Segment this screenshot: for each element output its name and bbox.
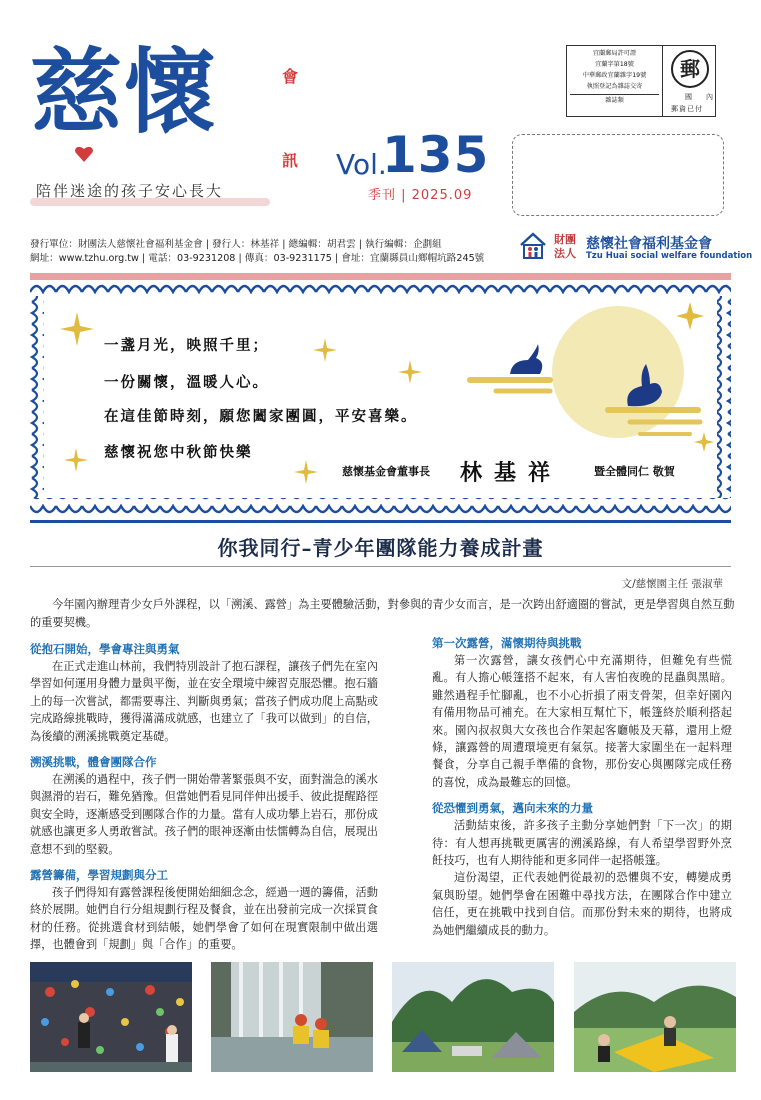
- house-people-icon: [518, 231, 548, 261]
- masthead-title: 慈懷: [30, 38, 219, 146]
- address-label-area: [512, 134, 724, 216]
- article-intro: 今年園內辦理青少女戶外課程，以「溯溪、露營」為主要體驗活動，對參與的青少女而言，是一次跨出舒適圈的嘗試，更是學習與自然互動的重要契機。: [30, 598, 735, 629]
- postal-domestic: 國 內: [685, 93, 713, 101]
- masthead-tagline: 陪伴迷途的孩子安心長大: [36, 182, 224, 200]
- river-tracing-photo: [211, 962, 373, 1072]
- greeting-line: 在這佳節時刻，願您闔家團圓，平安喜樂。: [104, 408, 418, 425]
- foundation-name: 慈懷社會福利基金會: [586, 236, 712, 252]
- section-body: 活動結束後，許多孩子主動分享她們對「下一次」的期待：有人想再挑戰更厲害的溯溪路線，有人希望學習野外烹飪技巧，也有人期待能和更多同伴一起搭帳篷。: [432, 819, 732, 868]
- article-title-rule: [30, 566, 731, 567]
- article-top-rule: [30, 520, 731, 523]
- masthead-hui-bottom: 訊: [282, 151, 299, 170]
- volume-label: Vol.: [336, 148, 387, 181]
- postal-line: 宜蘭郵局許可證: [592, 50, 637, 57]
- section-heading: 從抱石開始，學會專注與勇氣: [30, 642, 180, 656]
- postal-line: 執照登記為雜誌交寄: [586, 83, 643, 90]
- climbing-wall-photo: [30, 962, 192, 1072]
- signature-name: 林基祥: [460, 460, 563, 486]
- section-heading: 溯溪挑戰，體會團隊合作: [30, 755, 157, 770]
- tent-setup-photo: [574, 962, 736, 1072]
- section-heading: 從恐懼到勇氣，邁向未來的力量: [432, 801, 593, 816]
- postal-line: 宜蘭字第18號: [595, 61, 634, 68]
- mid-autumn-card: [30, 280, 731, 516]
- postal-permit-text: [567, 46, 663, 116]
- postal-stamp-icon: 郵: [671, 50, 709, 88]
- article-column-right: [432, 634, 732, 947]
- article-column-left: [30, 640, 378, 962]
- section-body: 這份渴望，正代表她們從最初的恐懼與不安，轉變成勇氣與盼望。她們學會在困難中尋找方法，在團隊合作中建立信任，更在挑戰中找到自信。而那份對未來的期待，也將成為她們繼續成長的動力。: [432, 871, 732, 937]
- section-body: 在溯溪的過程中，孩子們一開始帶著緊張與不安，面對湍急的溪水與濕滑的岩石，難免猶豫。但當她們看見同伴伸出援手、彼此提醒路徑與安全時，逐漸感受到團隊合作的力量。當有人成功攀上岩石，那份成就感也讓更多人勇敢嘗試。孩子們的眼神逐漸由怯懦轉為自信，展現出意想不到的堅毅。: [30, 773, 378, 856]
- foundation-name-en: Tzu Huai social welfare foundation: [586, 251, 753, 261]
- masthead-hui-top: 會: [282, 67, 299, 86]
- article-byline: 文/慈懷園主任 張淑華: [621, 578, 723, 590]
- section-body: 第一次露營，讓女孩們心中充滿期待，但難免有些慌亂。有人擔心帳篷搭不起來，有人害怕夜晚的昆蟲與黑暗。雖然過程手忙腳亂，也不小心折損了兩支骨架，但幸好園內有備用物品可補充。在大家相互幫忙下，帳篷終於順利搭起來。園內叔叔與大女孩也合作架起客廳帳及天幕，還用上燈條，讓露營的周遭環境更有氣氛。接著大家圍坐在一起料理餐食，分享自己親手準備的食物，那份安心與團隊完成任務的喜悅，成為最難忘的回憶。: [432, 654, 732, 789]
- greeting-line: 一盞月光，映照千里；: [104, 337, 269, 354]
- greeting-line: 一份關懷，溫暖人心。: [104, 374, 269, 391]
- issue-date: 季刊 | 2025.09: [368, 188, 473, 203]
- volume-number: 135: [382, 126, 490, 184]
- greeting-line: 慈懷祝您中秋節快樂: [104, 444, 253, 461]
- section-heading: 露營籌備，學習規劃與分工: [30, 868, 168, 883]
- postal-category: 雜誌類: [570, 94, 659, 106]
- signature-suffix: 暨全體同仁 敬賀: [594, 465, 675, 478]
- postal-line: 中華郵政宜蘭雜字19號: [582, 72, 647, 79]
- publisher-info: 發行單位：財團法人慈懷社會福利基金會 | 發行人：林基祥 | 總編輯：胡君雲 | 執行編輯：企劃組: [30, 239, 442, 250]
- photo-strip: [30, 962, 733, 1072]
- section-body: 在正式走進山林前，我們特別設計了抱石課程，讓孩子們先在室內學習如何運用身體力量與平衡，並在安全環境中練習克服恐懼。抱石牆上的每一次嘗試，都需要專注、判斷與勇氣；當孩子們成功爬上高點或完成路線挑戰時，獲得滿滿成就感，也建立了「我可以做到」的自信，為後續的溯溪挑戰奠定基礎。: [30, 660, 378, 743]
- header-divider: [30, 273, 731, 280]
- card-illustration: [30, 280, 731, 516]
- section-heading: 第一次露營，滿懷期待與挑戰: [432, 636, 582, 650]
- postal-permit-box: [566, 45, 716, 117]
- postal-paid: 郵資已付: [671, 105, 703, 113]
- camping-photo: [392, 962, 554, 1072]
- contact-info: 網址：www.tzhu.org.tw | 電話：03-9231208 | 傳真：03-9231175 | 會址：宜蘭縣員山鄉帽坑路245號: [30, 253, 485, 264]
- section-body: 孩子們得知有露營課程後便開始細細念念，經過一週的籌備，活動終於展開。她們自行分組規劃行程及餐食，並在出發前完成一次採買食材的任務。從挑選食材到結帳，她們學會了如何在現實限制中做出選擇，也體會到「規劃」與「合作」的重要。: [30, 886, 378, 952]
- signature-prefix: 慈懷基金會董事長: [342, 465, 430, 478]
- heart-icon: [74, 144, 94, 164]
- foundation-tag: 財團法人: [554, 233, 576, 260]
- article-title: 你我同行–青少年團隊能力養成計畫: [217, 536, 544, 560]
